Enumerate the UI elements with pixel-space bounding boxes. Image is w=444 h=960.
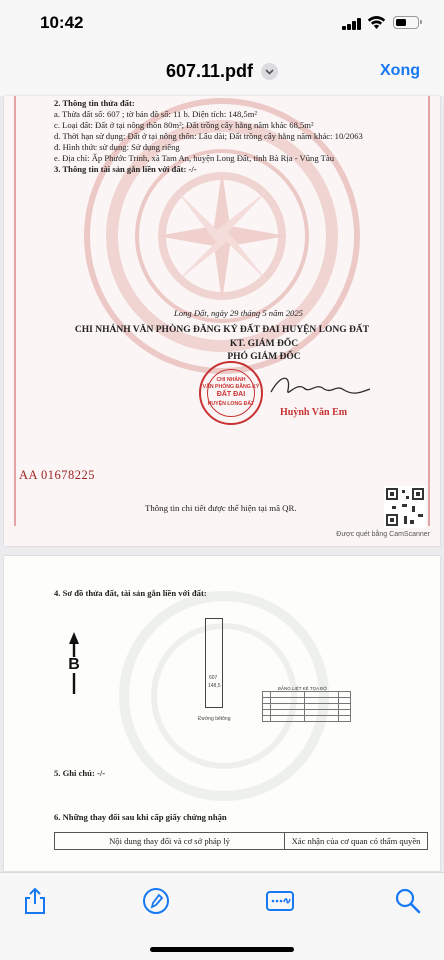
status-time: 10:42 [40, 13, 84, 32]
director-line: KT. GIÁM ĐỐC [229, 339, 299, 349]
bottom-toolbar [0, 872, 444, 960]
signer-name: Huỳnh Văn Em [280, 407, 348, 418]
document-page-2 [4, 556, 440, 871]
signature-icon[interactable] [265, 886, 295, 916]
date-line: Long Đất, ngày 29 tháng 5 năm 2025 [174, 308, 303, 318]
section-4-title: 4. Sơ đồ thửa đất, tài sản gắn liền với đất: [54, 588, 207, 598]
drum-watermark [72, 96, 372, 396]
agency-name: CHI NHÁNH VĂN PHÒNG ĐĂNG KÝ ĐẤT ĐAI HUYỆN LONG ĐẤT [74, 325, 370, 335]
coordinate-table [262, 691, 351, 722]
cellular-signal-icon [342, 17, 362, 30]
changes-column-content: Nội dung thay đổi và cơ sở pháp lý [55, 833, 285, 850]
document-title-text: 607.11.pdf [165, 61, 254, 81]
markup-icon[interactable] [141, 886, 171, 916]
section-6-title: 6. Những thay đổi sau khi cấp giấy chứng nhận [54, 812, 227, 822]
section-3-title: 3. Thông tin tài sản gắn liền với đất: -/- [54, 164, 197, 174]
signature-mark [266, 372, 376, 402]
status-bar [0, 0, 444, 46]
document-title[interactable] [0, 61, 444, 82]
battery-icon [393, 16, 419, 29]
usage-form-line: đ. Hình thức sử dụng: Sử dụng riêng [54, 142, 180, 152]
north-label: B [64, 657, 84, 673]
changes-column-confirmation: Xác nhận của cơ quan có thẩm quyền [285, 833, 428, 850]
section-5-title: 5. Ghi chú: -/- [54, 768, 106, 778]
road-label: Đường bêtông [198, 716, 231, 722]
search-icon[interactable] [393, 886, 423, 916]
chevron-down-icon[interactable] [261, 63, 278, 80]
land-type-line: c. Loại đất: Đất ở tại nông thôn 80m²; Đất trồng cây hằng năm khác 68,5m² [54, 120, 314, 130]
usage-term-line: d. Thời hạn sử dụng: Đất ở tại nông thôn: Lâu dài; Đất trồng cây hằng năm khác: 10/2063 [54, 131, 363, 141]
plot-area: 148,5 [208, 683, 221, 689]
plot-diagram [205, 618, 223, 708]
north-arrow-icon [64, 630, 84, 696]
section-2-title: 2. Thông tin thửa đất: [54, 98, 135, 108]
share-icon[interactable] [20, 886, 50, 916]
home-indicator [150, 947, 294, 952]
address-line: e. Địa chỉ: Ấp Phước Trinh, xã Tam An, huyện Long Đất, tỉnh Bà Rịa - Vũng Tàu [54, 153, 334, 163]
coordinate-table-title: BẢNG LIỆT KÊ TỌA ĐỘ [278, 686, 327, 691]
deputy-director-line: PHÓ GIÁM ĐỐC [227, 352, 301, 362]
qr-note: Thông tin chi tiết được thể hiện tại mã QR. [145, 503, 297, 513]
document-page-1 [4, 96, 440, 546]
serial-number: AA 01678225 [19, 468, 95, 482]
nav-bar [0, 46, 444, 96]
plot-number: 607 [209, 675, 218, 681]
wifi-icon [367, 14, 386, 30]
scanner-credit: Được quét bằng CamScanner [336, 531, 430, 538]
official-seal: CHI NHÁNH VĂN PHÒNG ĐĂNG KÝ ĐẤT ĐAI HUYỆN LONG ĐẤT [199, 361, 263, 425]
plot-number-line: a. Thửa đất số: 607 ; tờ bản đồ số: 11 b. Diện tích: 148,5m² [54, 109, 257, 119]
changes-table [54, 832, 428, 850]
done-button[interactable]: Xong [380, 62, 420, 79]
qr-code-icon [384, 486, 426, 528]
